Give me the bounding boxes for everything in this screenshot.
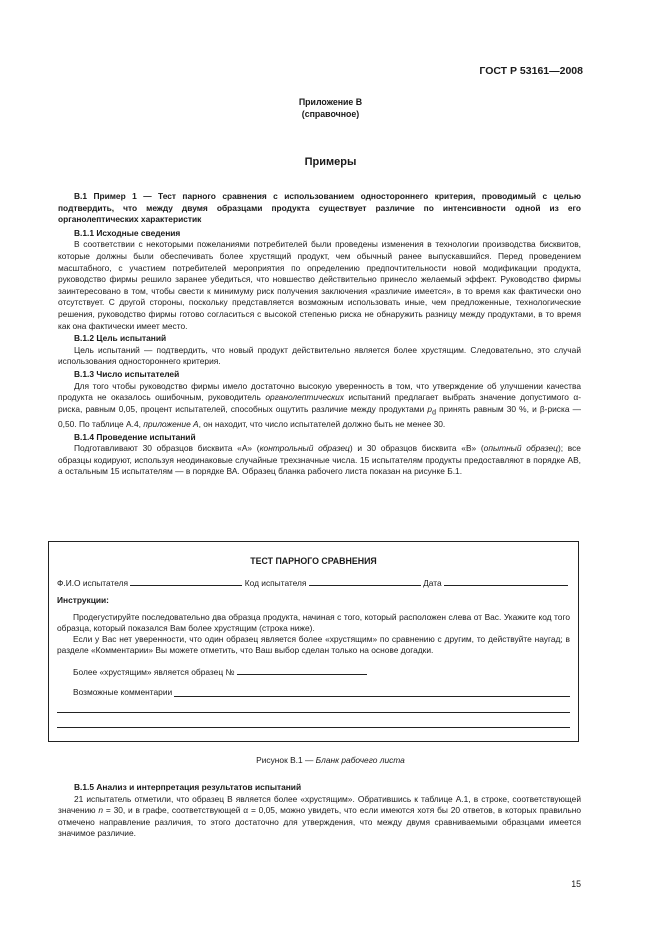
paragraph: Для того чтобы руководство фирмы имело достаточно высокую уверенность в том, что утверждение об улучшении качества продукта не оказалось ошибочным, руководитель органолептических испытаний предлагает выбрать значение допустимого α-риска, равным 0,05, процент испытателей, способных ощутить различие между продуктами $p_d$ принять равным 30 %, и β-риска — 0,50. По таблице А.4, приложение А, он находит, что число испытателей должно быть не менее 30.	[58, 380, 581, 429]
standard-number: ГОСТ Р 53161—2008	[479, 65, 583, 77]
paragraph: Цель испытаний — подтвердить, что новый продукт действительно является более хрустящим. Следовательно, это случай использования одностороннего критерия.	[58, 344, 581, 367]
sample-number-field[interactable]	[237, 665, 367, 675]
instructions-label: Инструкции:	[57, 595, 109, 605]
comments-field[interactable]	[174, 687, 570, 697]
comments-label: Возможные комментарии	[73, 687, 173, 697]
comments-line[interactable]	[57, 698, 570, 713]
annex-title: Приложение В	[298, 97, 363, 107]
crunchy-row	[57, 665, 570, 678]
subsection-heading: В.1.1 Исходные сведения	[74, 227, 181, 238]
figure-caption: Рисунок В.1 — Бланк рабочего листа	[256, 755, 405, 765]
section-title: Примеры	[304, 156, 357, 168]
worksheet-form	[48, 541, 579, 742]
example-body	[58, 191, 581, 478]
subsection-heading: В.1.2 Цель испытаний	[74, 333, 167, 344]
paragraph: Подготавливают 30 образцов бисквита «А» (контрольный образец) и 30 образцов бисквита «В» (опытный образец); все образцы кодируют, используя неодинаковые случайные трехзначные числа. 15 испытателям продукты предоставляют в порядке АВ, а остальным 15 испытателям — в порядке ВА. Образец бланка рабочего листа показан на рисунке Б.1.	[58, 443, 581, 477]
page-number: 15	[571, 879, 581, 889]
instruction-text: Если у Вас нет уверенности, что один образец является более «хрустящим» по сравнению с другим, то действуйте наугад; в разделе «Комментарии» Вы можете отметить, что Ваш выбор сделан только на основе догадки.	[57, 634, 570, 655]
date-label: Дата	[423, 578, 442, 588]
form-title: ТЕСТ ПАРНОГО СРАВНЕНИЯ	[250, 556, 377, 566]
crunchy-label: Более «хрустящим» является образец №	[73, 667, 235, 677]
code-label: Код испытателя	[244, 578, 307, 588]
comments-row	[57, 687, 570, 698]
code-field[interactable]	[309, 576, 421, 586]
annex-heading	[0, 96, 661, 120]
subsection-heading: В.1.4 Проведение испытаний	[74, 431, 196, 442]
paragraph: В соответствии с некоторыми пожеланиями потребителей были проведены изменения в технологии производства бисквитов, которые должны были обеспечивать более хрустящий продукт, чем обычный ранее выпускавшийся. Перед проведением масштабного, с участием потребителей мероприятия по определению предпочтительности новой модификации продукта, руководство фирмы решило заранее убедиться, что новшество действительно принесло желаемый эффект. Руководство фирмы заинтересовано в том, чтобы свести к минимуму риск получения заключения «различие имеется», в то время как фактически оно отсутствует. С другой стороны, поскольку представляется возможным использовать иные, чем предложенные, технологические решения, руководство фирмы готово согласиться с высокой степенью риска не обнаружить разницу между продуктами, в то время как она фактически имеет место.	[58, 239, 581, 331]
paragraph: 21 испытатель отметили, что образец В является более «хрустящим». Обратившись к таблице А.1, в строке, соответствующей значению n = 30, и в графе, соответствующей α = 0,05, можно увидеть, что если имеются хотя бы 20 ответов, в которых правильно отмечено направление различия, то этого достаточно для утверждения, что между двумя сравниваемыми образцами имеется значимое различие.	[58, 793, 581, 839]
instruction-text: Продегустируйте последовательно два образца продукта, начиная с того, который расположен слева от Вас. Укажите код того образца, который показался Вам более хрустящим (строка ниже).	[57, 612, 570, 633]
fio-label: Ф.И.О испытателя	[57, 578, 129, 588]
subsection-heading: В.1.5 Анализ и интерпретация результатов испытаний	[74, 782, 302, 792]
annex-note: (справочное)	[301, 109, 360, 119]
date-field[interactable]	[444, 576, 568, 586]
comments-line[interactable]	[57, 713, 570, 728]
subsection-heading: В.1.3 Число испытателей	[74, 368, 180, 379]
fio-field[interactable]	[130, 576, 242, 586]
form-header-row	[57, 576, 570, 589]
analysis-section	[58, 781, 581, 840]
example-heading: В.1 Пример 1 — Тест парного сравнения с использованием одностороннего критерия, проводимый с целью подтвердить, что между двумя образцами продукта существует различие по интенсивности одной из его органолептических характеристик	[58, 191, 581, 225]
